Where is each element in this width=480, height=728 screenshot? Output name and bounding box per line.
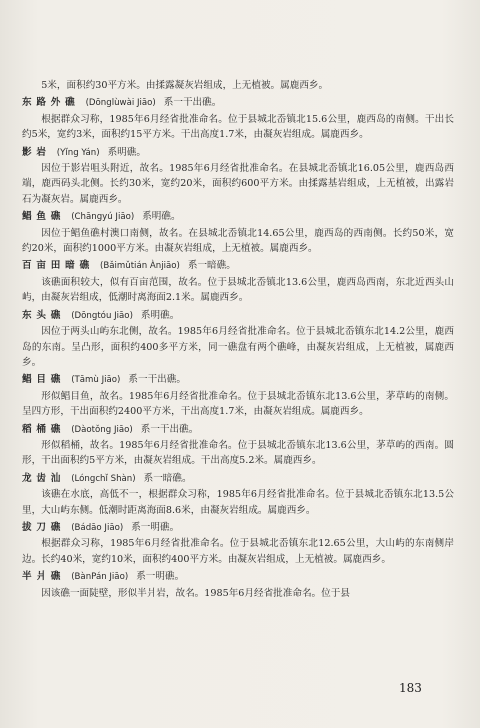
entry-pinyin: (BànPán Jiāo) [71,572,129,583]
entry-heading [22,422,454,438]
entry-tamu-jiao [22,372,454,419]
entry-ying-yan [22,145,454,208]
entry-headword: 东路外礁 [22,97,80,109]
entry-donglu-wai-jiao [22,95,454,142]
entry-pinyin: (Bádāo Jiāo) [71,522,124,533]
entry-pinyin: (Dàotǒng Jiāo) [71,424,133,435]
entry-body: 因位于影岩咀头附近，故名。1985年6月经省批准命名。在县城北岙镇北16.05公里，鹿西岛西端，鹿西码头北侧。长约30米，宽约20米，面积约600平方米。由揉露基岩组成，上无植被，出露岩石为凝灰岩。属鹿西乡。 [22,163,454,205]
entry-body: 该礁在水底，高低不一，根据群众习称，1985年6月经省批准命名。位于县城北岙镇东北13.5公里，大山屿东侧。低潮时距离海面8.6米，由凝灰岩组成。属鹿西乡。 [22,489,454,516]
entry-changyu-jiao [22,209,454,256]
entry-heading [22,95,454,111]
entry-heading [22,569,454,585]
entry-headword: 影岩 [22,146,51,158]
entry-heading [22,258,454,274]
entry-heading [22,209,454,225]
entry-pinyin: (Bǎimǔtián Ànjiāo) [99,261,180,272]
entry-headword: 鲳目礁 [22,374,66,386]
entry-daotong-jiao [22,422,454,469]
entry-classification: 系一暗礁。 [143,472,192,484]
entry-heading [22,308,454,324]
entry-classification: 系明礁。 [107,146,146,158]
entry-classification: 系一干出礁。 [140,423,199,435]
entry-baimutian-anjiao [22,258,454,305]
entry-heading [22,520,454,536]
entry-headword: 鲳鱼礁 [22,211,66,223]
entry-pinyin: (Lóngchǐ Shàn) [71,473,136,484]
entry-headword: 半爿礁 [22,571,66,583]
entry-classification: 系一干出礁。 [163,97,222,109]
entry-classification: 系一明礁。 [136,571,185,583]
entry-classification: 系一干出礁。 [128,374,186,386]
entry-classification: 系明礁。 [140,309,180,321]
entry-classification: 系一明礁。 [131,521,180,533]
entry-pinyin: (Chāngyú Jiāo) [71,212,135,223]
entry-dongtou-jiao [22,308,454,371]
page-content [22,78,454,601]
entry-body: 因该礁一面陡壁，形似半爿岩，故名。1985年6月经省批准命名。位于县 [41,587,350,599]
entry-banpan-jiao [22,569,454,601]
entry-headword: 东头礁 [22,309,66,321]
page-number: 183 [399,681,422,695]
entry-badao-jiao [22,520,454,567]
entry-headword: 百亩田暗礁 [22,260,94,272]
entry-body: 根据群众习称，1985年6月经省批准命名。位于县城北岙镇北15.6公里，鹿西岛的南侧。干出长约5米，宽约3米，面积约15平方米。干出高度1.7米，由凝灰岩组成。属鹿西乡。 [22,113,454,141]
intro-paragraph: 5米，面积约30平方米。由揉露凝灰岩组成，上无植被。属鹿西乡。 [41,80,329,91]
entry-body: 形似稻桶，故名。1985年6月经省批准命名。位于县城北岙镇东北13.6公里，茅草屿的西南。圆形，干出面积约5平方米，由凝灰岩组成。干出高度5.2米。属鹿西乡。 [22,439,454,467]
entry-headword: 拔刀礁 [22,521,66,533]
entry-heading [22,471,454,487]
entry-pinyin: (Tāmù Jiāo) [71,375,121,386]
entry-body: 该礁面积较大，似有百亩范围，故名。位于县城北岙镇北13.6公里，鹿西岛西南，东北近西头山屿，由凝灰岩组成，低潮时离海面2.1米。属鹿西乡。 [22,276,454,304]
entry-heading [22,145,454,161]
entry-body: 根据群众习称，1985年6月经省批准命名。位于县城北岙镇东北12.65公里，大山屿的东南侧岸边。长约40米，宽约10米，面积约400平方米。由凝灰岩组成，上无植被。属鹿西乡。 [22,538,454,565]
entry-classification: 系一暗礁。 [187,260,236,272]
entry-longchi-shan [22,471,454,518]
entry-pinyin: (Dōngtóu Jiāo) [71,310,133,321]
entry-pinyin: (Dōnglùwài Jiāo) [85,98,156,109]
entry-body: 因位于鲳鱼礁村澳口南侧，故名。在县城北岙镇北14.65公里，鹿西岛的西南侧。长约50米，宽约20米，面积约1000平方米。由凝灰岩组成，上无植被。属鹿西乡。 [22,227,454,255]
entry-pinyin: (Yǐng Yán) [56,147,100,158]
entry-body: 因位于两头山屿东北侧，故名。1985年6月经省批准命名。位于县城北岙镇东北14.2公里，鹿西岛的东南。呈凸形，面积约400多平方米，同一礁盘有两个礁峰，由凝灰岩组成，上无植被，属鹿西乡。 [22,326,454,368]
entry-headword: 稻桶礁 [22,423,66,435]
entry-classification: 系明礁。 [142,211,181,223]
entry-body: 形似鲳目鱼，故名。1985年6月经省批准命名。位于县城北岙镇东北13.6公里，茅草屿的南侧。呈四方形，干出面积约2400平方米，干出高度1.7米，由凝灰岩组成。属鹿西乡。 [22,390,454,418]
entry-heading [22,372,454,388]
entry-headword: 龙齿汕 [22,472,66,484]
